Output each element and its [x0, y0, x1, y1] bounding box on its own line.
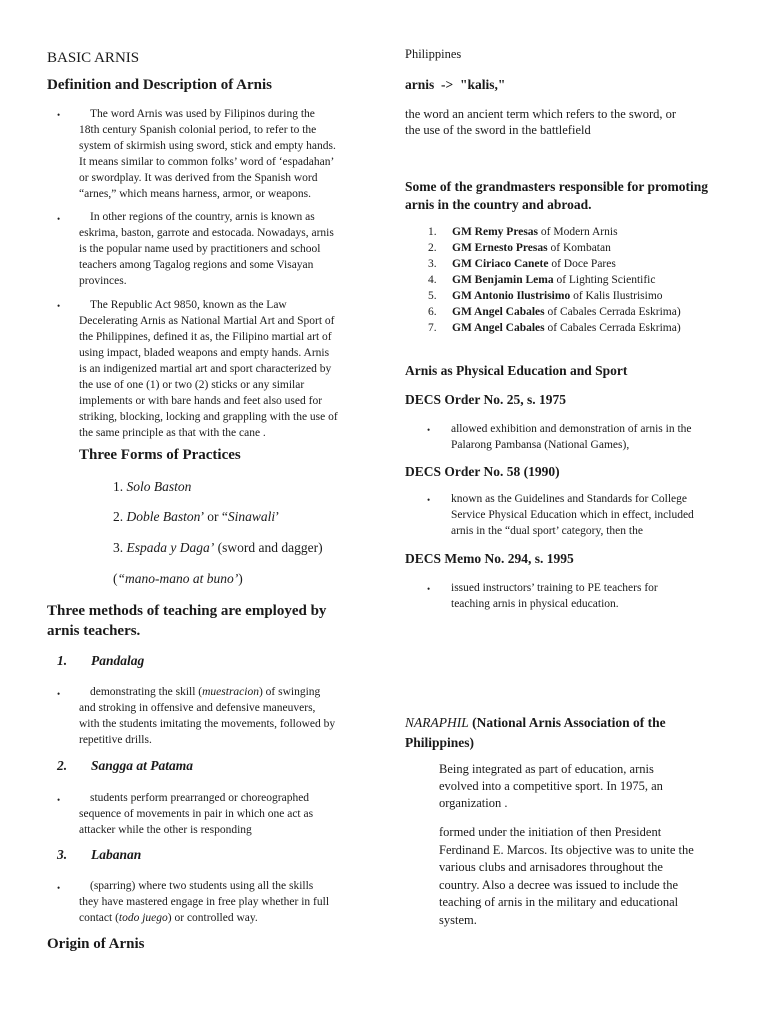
heading-line: Three methods of teaching are employed by [47, 603, 327, 619]
form-number: 3. [113, 540, 127, 555]
list-number: 6. [428, 306, 437, 318]
method-name: Labanan [91, 847, 142, 862]
grandmaster-name: GM Angel Cabales [452, 322, 545, 334]
list-item [428, 288, 681, 304]
document-title: BASIC ARNIS [47, 50, 140, 66]
list-number: 1. [428, 226, 437, 238]
origin-heading: Origin of Arnis [47, 936, 145, 952]
method-number: 3. [57, 847, 68, 862]
naraphil-acronym: NARAPHIL [405, 715, 469, 730]
grandmaster-school: of Cabales Cerrada Eskrima) [544, 322, 681, 334]
text-line: Decelerating Arnis as National Martial Art and Sport of [79, 315, 335, 327]
naraphil-fullname: (National Arnis Association of the [468, 715, 666, 730]
list-item [428, 272, 681, 288]
definition-paragraph-2 [79, 209, 379, 289]
list-number: 3. [428, 258, 437, 270]
bullet-icon: • [427, 495, 431, 505]
text-span: ) or controlled way. [167, 912, 258, 924]
decs-memo-294-description [451, 580, 766, 612]
text-line: Being integrated as part of education, arnis [439, 762, 654, 776]
grandmaster-school: of Modern Arnis [538, 226, 618, 238]
grandmaster-name: GM Ernesto Presas [452, 242, 548, 254]
text-line: various clubs and arnisadores throughout the [439, 860, 663, 874]
text-line: It means similar to common folks’ word of ‘espadahan’ [79, 156, 335, 168]
naraphil-paragraph-1 [439, 761, 759, 812]
bullet-icon: • [427, 584, 431, 594]
text-line: 18th century Spanish colonial period, to refer to the [79, 124, 317, 136]
text-line: is the popular name used by practitioners and school [79, 243, 321, 255]
sword-definition [405, 106, 765, 138]
text-line: country. Also a decree was issued to include the [439, 877, 679, 892]
grandmaster-school: of Lighting Scientific [553, 274, 656, 286]
heading-line [405, 713, 765, 733]
bullet-icon: • [57, 110, 61, 120]
bullet-icon: • [57, 689, 61, 699]
bullet-icon: • [57, 883, 61, 893]
text-line: organization . [439, 796, 508, 810]
form-number: 2. [113, 509, 127, 524]
text-line: formed under the initiation of then President [439, 825, 662, 839]
text-line: sequence of movements in pair in which one act as [79, 808, 314, 820]
heading-line: Some of the grandmasters responsible for promoting [405, 179, 708, 194]
text-line: teaching arnis in physical education. [451, 598, 619, 610]
text-line: teaching of arnis in the military and educational [439, 895, 679, 909]
form-number: 1. [113, 479, 127, 494]
heading-line: arnis in the country and abroad. [405, 197, 592, 212]
philippines-text: Philippines [405, 47, 462, 61]
naraphil-fullname-end: Philippines) [405, 735, 475, 750]
text-line: implements or with bare hands and feet also used for [79, 395, 323, 407]
form-item-2 [113, 509, 280, 525]
text-line: or swordplay. It was derived from the Spanish word [79, 172, 318, 184]
text-line: and stroking in offensive and defensive maneuvers, [79, 702, 316, 714]
form-name: Solo Baston [126, 479, 192, 494]
text-line: (sparring) where two students using all the skills [90, 880, 314, 892]
bullet-icon: • [57, 214, 61, 224]
text-line [79, 910, 379, 926]
list-number: 2. [428, 242, 437, 254]
text-line: they have mastered engage in free play whether in full [79, 896, 330, 908]
text-line: the Philippines, defined it as, the Filipino martial art of [79, 331, 332, 343]
form-separator: ’ or “ [200, 509, 228, 524]
decs-order-25-heading: DECS Order No. 25, s. 1975 [405, 392, 567, 407]
list-item [428, 256, 681, 272]
text-line: teachers among Tagalog regions and some Visayan [79, 259, 314, 271]
text-line: using impact, bladed weapons and empty hands. Arnis [79, 347, 330, 359]
text-line: issued instructors’ training to PE teachers for [451, 582, 658, 594]
decs-order-58-heading: DECS Order No. 58 (1990) [405, 464, 560, 479]
text-span: demonstrating the skill ( [90, 686, 203, 698]
text-line: the use of one (1) or two (2) sticks or any similar [79, 379, 305, 391]
form-note [113, 571, 243, 587]
text-span: contact ( [79, 912, 119, 924]
naraphil-heading [405, 713, 765, 753]
grandmaster-name: GM Remy Presas [452, 226, 539, 238]
forms-heading: Three Forms of Practices [79, 447, 241, 463]
text-line: arnis in the “dual sport’ category, then the [451, 525, 643, 537]
decs-order-58-description [451, 491, 766, 539]
heading-line [405, 733, 765, 753]
method-number: 1. [57, 653, 68, 668]
text-line [79, 684, 379, 700]
text-span: ) of swinging [258, 686, 321, 698]
method-1-description [79, 684, 379, 748]
text-line: Palarong Pambansa (National Games), [451, 439, 630, 451]
pe-heading: Arnis as Physical Education and Sport [405, 363, 628, 378]
list-number: 7. [428, 322, 437, 334]
form-name: Doble Baston [126, 509, 201, 524]
bullet-icon: • [57, 795, 61, 805]
text-line: known as the Guidelines and Standards for College [451, 493, 688, 505]
form-description: (sword and dagger) [214, 540, 323, 555]
list-number: 4. [428, 274, 437, 286]
text-line: with the students imitating the movements, followed by [79, 718, 336, 730]
bullet-icon: • [427, 425, 431, 435]
text-line: eskrima, baston, garrote and estocada. Nowadays, arnis [79, 227, 334, 239]
bullet-icon: • [57, 301, 61, 311]
list-number: 5. [428, 290, 437, 302]
form-quote: ’ [275, 509, 280, 524]
paren-open: ( [113, 571, 118, 586]
text-line: the word an ancient term which refers to the sword, or [405, 107, 677, 121]
form-item-3 [113, 540, 323, 556]
naraphil-paragraph-2 [439, 824, 764, 929]
method-number: 2. [57, 758, 68, 773]
text-line: attacker while the other is responding [79, 824, 252, 836]
text-line: repetitive drills. [79, 734, 152, 746]
text-line: the use of the sword in the battlefield [405, 123, 591, 137]
list-item [428, 320, 681, 336]
grandmaster-name: GM Angel Cabales [452, 306, 545, 318]
list-item [428, 304, 681, 320]
grandmasters-heading [405, 178, 708, 214]
text-line: Service Physical Education which in effect, included [451, 509, 694, 521]
grandmaster-school: of Cabales Cerrada Eskrima) [544, 306, 681, 318]
definition-paragraph-3 [79, 297, 379, 441]
text-line: The Republic Act 9850, known as the Law [90, 299, 287, 311]
method-name: Pandalag [91, 653, 145, 668]
decs-order-25-description [451, 421, 766, 453]
form-alt-name: Sinawali [227, 509, 276, 524]
text-line: In other regions of the country, arnis is known as [90, 211, 315, 223]
text-line: system of skirmish using sword, stick and empty hands. [79, 140, 336, 152]
arnis-kalis-text: arnis -> "kalis," [405, 77, 506, 92]
text-line: is an indigenized martial art and sport characterized by [79, 363, 332, 375]
methods-heading [47, 601, 326, 641]
form-item-1 [113, 479, 191, 495]
grandmaster-name: GM Antonio Ilustrisimo [452, 290, 571, 302]
text-line: students perform prearranged or choreographed [90, 792, 310, 804]
method-2-description [79, 790, 379, 838]
form-name: Espada y Daga’ [126, 540, 215, 555]
grandmaster-name: GM Ciriaco Canete [452, 258, 549, 270]
heading-line: arnis teachers. [47, 623, 141, 639]
text-line: striking, blocking, locking and grappling with the use of [79, 411, 338, 423]
paren-close: ) [238, 571, 243, 586]
text-line: “arnes,” which means harness, armor, or weapons. [79, 188, 312, 200]
grandmasters-list [428, 224, 681, 336]
method-name: Sangga at Patama [91, 758, 194, 773]
emphasis-text: muestracion [202, 686, 259, 698]
decs-memo-294-heading: DECS Memo No. 294, s. 1995 [405, 551, 574, 566]
text-line: evolved into a competitive sport. In 1975, an [439, 779, 663, 793]
emphasis-text: todo juego [118, 912, 168, 924]
grandmaster-school: of Doce Pares [548, 258, 616, 270]
form-note-text: “mano-mano at buno’ [117, 571, 239, 586]
method-3-description [79, 878, 379, 926]
grandmaster-school: of Kombatan [547, 242, 611, 254]
text-line: the same principle as that with the cane . [79, 427, 266, 439]
grandmaster-school: of Kalis Ilustrisimo [570, 290, 663, 302]
definition-heading: Definition and Description of Arnis [47, 77, 273, 93]
text-line: allowed exhibition and demonstration of arnis in the [451, 423, 692, 435]
list-item [428, 240, 681, 256]
text-line: The word Arnis was used by Filipinos during the [90, 108, 315, 120]
definition-paragraph-1 [79, 106, 379, 202]
list-item [428, 224, 681, 240]
grandmaster-name: GM Benjamin Lema [452, 274, 554, 286]
text-line: provinces. [79, 275, 127, 287]
text-line: Ferdinand E. Marcos. Its objective was to unite the [439, 842, 694, 857]
text-line: system. [439, 912, 477, 927]
